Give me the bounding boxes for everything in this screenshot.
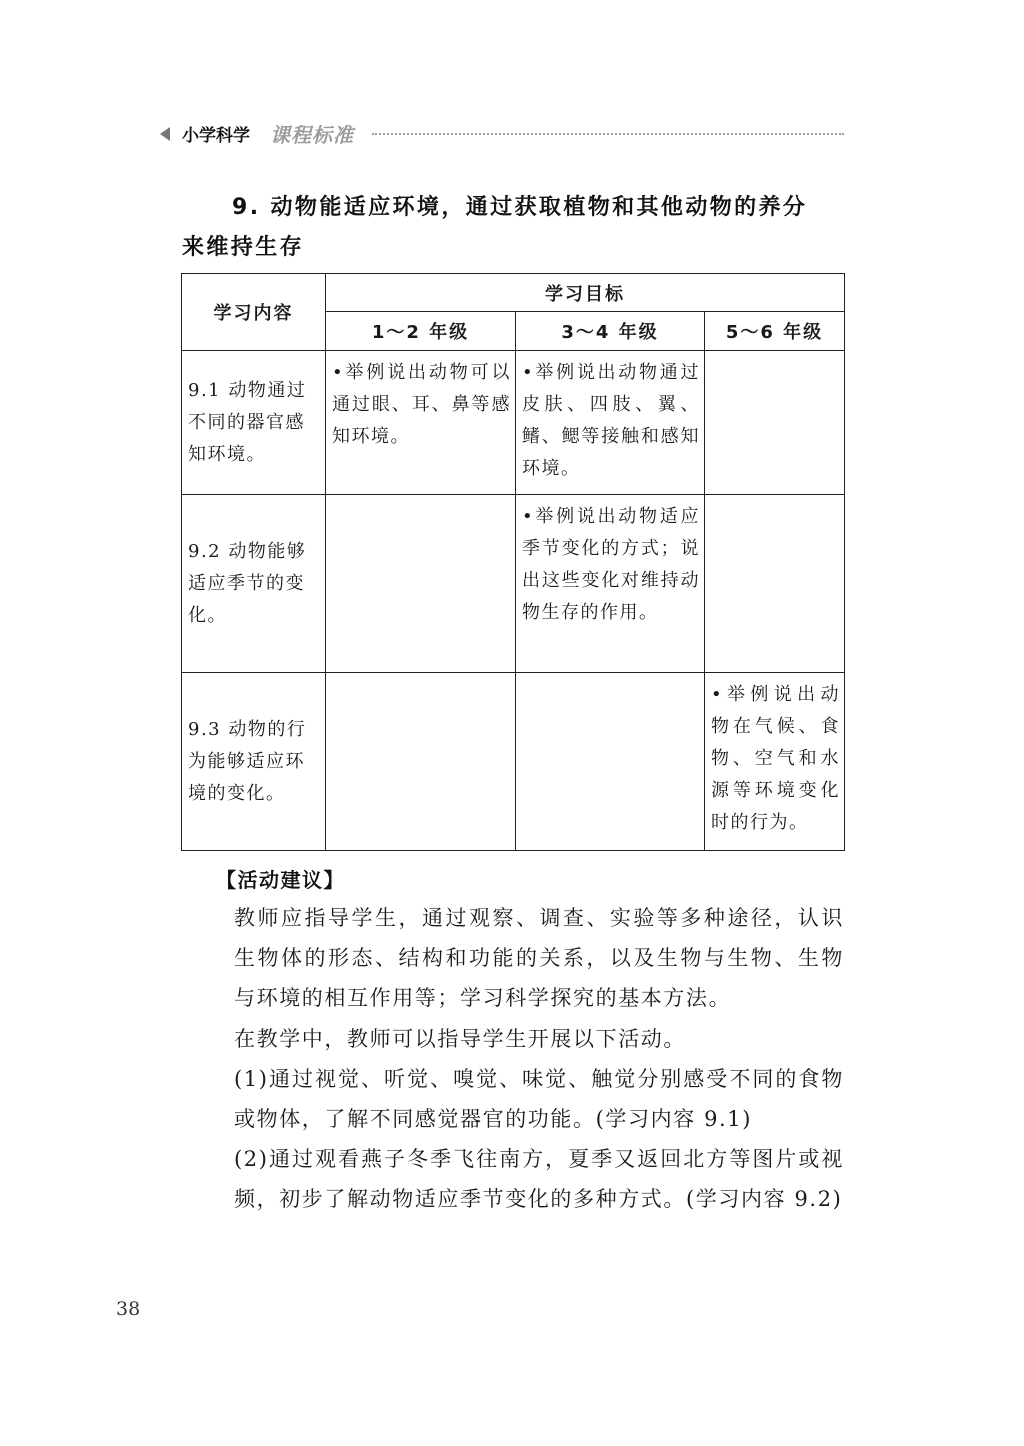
- header-learning-content: 学习内容: [182, 274, 326, 351]
- header-grade-1-2: 1～2 年级: [326, 312, 516, 351]
- goal-cell: •举例说出动物适应季节变化的方式；说出这些变化对维持动物生存的作用。: [516, 495, 705, 673]
- table-row: [182, 495, 845, 673]
- goal-cell: [705, 495, 845, 673]
- content-cell: 9.2 动物能够适应季节的变化。: [182, 495, 326, 673]
- goal-cell: [705, 351, 845, 495]
- page-number: 38: [116, 1298, 141, 1320]
- section-title-line2: 来维持生存: [182, 235, 305, 260]
- running-header: [160, 118, 844, 150]
- paragraph-4-text: (2)通过观看燕子冬季飞往南方，夏季又返回北方等图片或视频，初步了解动物适应季节变化的多种方式。(学习内容 9.2): [234, 1147, 844, 1211]
- section-title: [182, 188, 844, 268]
- paragraph-4: [182, 1139, 844, 1219]
- book-subtitle: 课程标准: [270, 123, 354, 147]
- paragraph-3-text: (1)通过视觉、听觉、嗅觉、味觉、触觉分别感受不同的食物或物体，了解不同感觉器官的功能。(学习内容 9.1): [234, 1067, 844, 1131]
- section-title-line1: 9. 动物能适应环境，通过获取植物和其他动物的养分: [232, 195, 808, 220]
- header-learning-goals: 学习目标: [326, 274, 845, 312]
- paragraph-2-text: 在教学中，教师可以指导学生开展以下活动。: [234, 1027, 686, 1051]
- table-row: [182, 673, 845, 851]
- goal-cell: •举例说出动物通过皮肤、四肢、翼、鳍、鳃等接触和感知环境。: [516, 351, 705, 495]
- paragraph-1-text: 教师应指导学生，通过观察、调查、实验等多种途径，认识生物体的形态、结构和功能的关系，以及生物与生物、生物与环境的相互作用等；学习科学探究的基本方法。: [234, 906, 844, 1010]
- paragraph-3: [182, 1059, 844, 1139]
- activity-heading: 【活动建议】: [216, 868, 345, 892]
- header-grade-3-4: 3～4 年级: [516, 312, 705, 351]
- goal-cell: •举例说出动物可以通过眼、耳、鼻等感知环境。: [326, 351, 516, 495]
- header-grade-5-6: 5～6 年级: [705, 312, 845, 351]
- goal-cell: •举例说出动物在气候、食物、空气和水源等环境变化时的行为。: [705, 673, 845, 851]
- goal-cell: [326, 673, 516, 851]
- table-header-row: [182, 274, 845, 312]
- content-cell: 9.1 动物通过不同的器官感知环境。: [182, 351, 326, 495]
- goal-cell: [516, 673, 705, 851]
- triangle-left-icon: [160, 127, 170, 141]
- learning-goals-table: [181, 273, 845, 851]
- book-title: 小学科学: [182, 126, 250, 146]
- paragraph-2: [182, 1019, 844, 1059]
- table-row: [182, 351, 845, 495]
- goal-cell: [326, 495, 516, 673]
- header-dotted-rule: [372, 133, 844, 135]
- content-cell: 9.3 动物的行为能够适应环境的变化。: [182, 673, 326, 851]
- paragraph-1: [182, 898, 844, 1018]
